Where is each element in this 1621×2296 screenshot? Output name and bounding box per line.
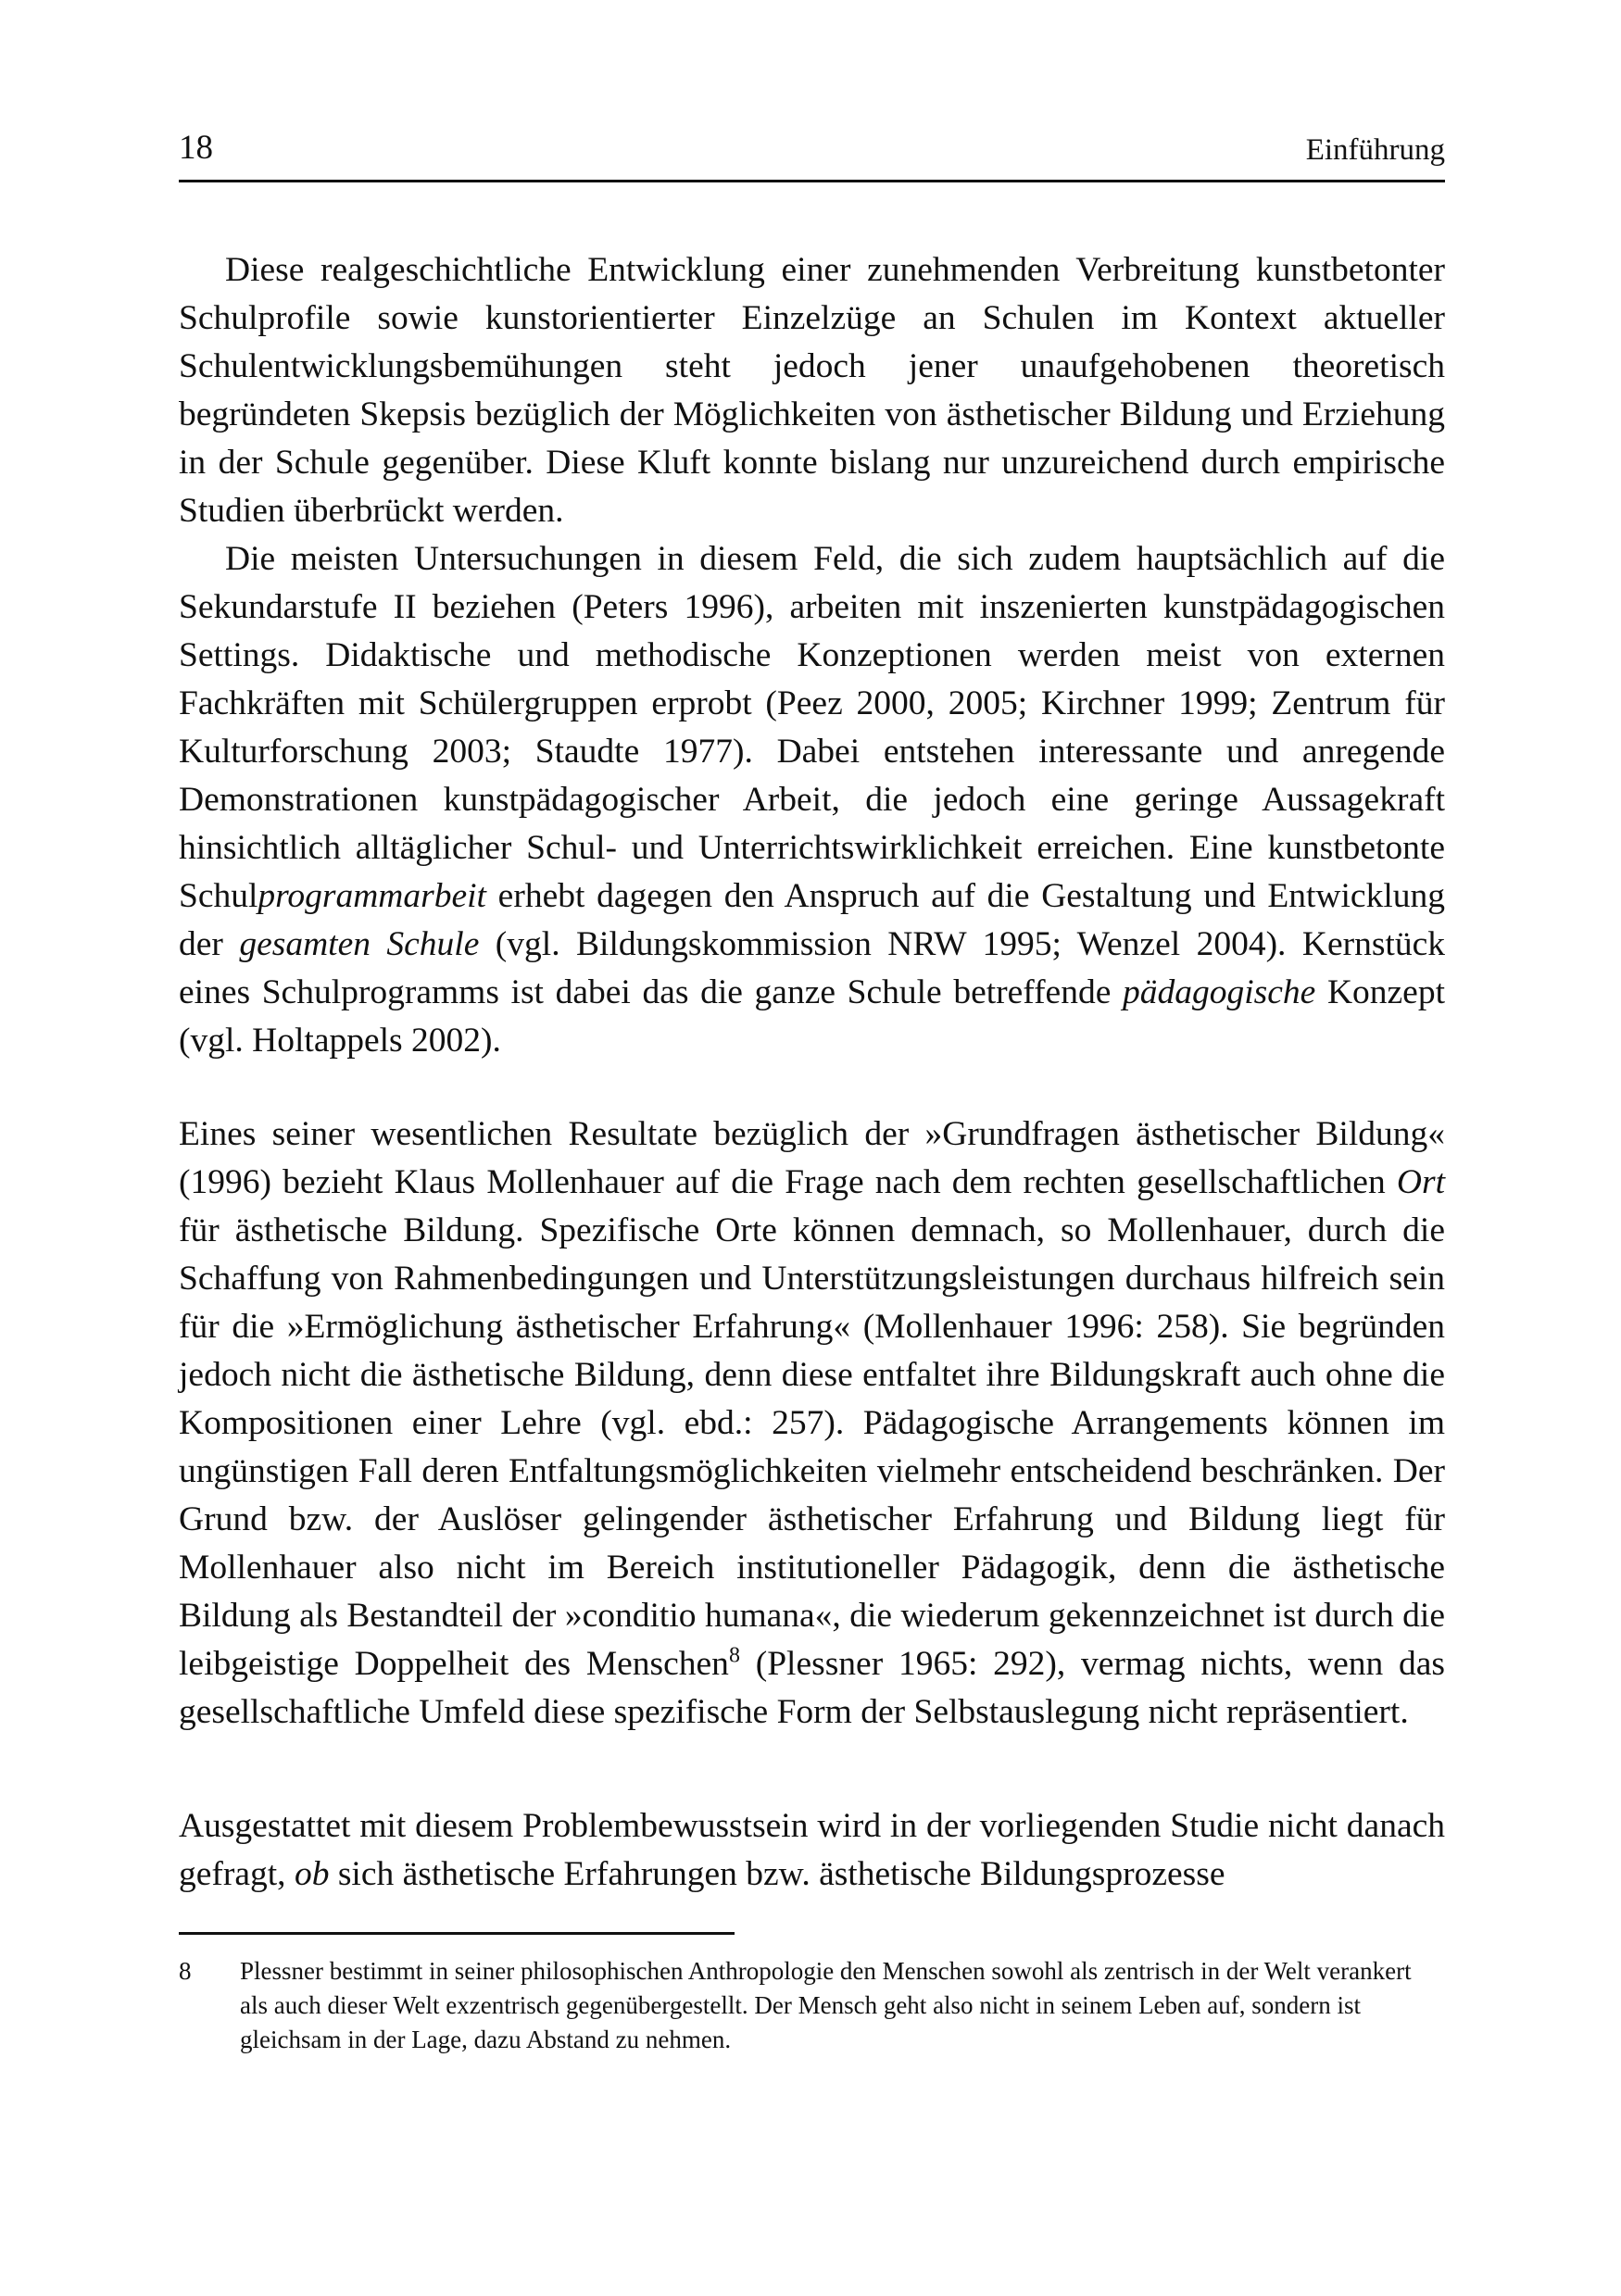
- paragraph-4-text-a: Ausgestattet mit diesem Problembewusstsein wird in der vorliegenden Studie nicht danach gefragt,: [179, 1807, 1445, 1893]
- paragraph-2-text-a: Die meisten Untersuchungen in diesem Feld, die sich zudem hauptsächlich auf die Sekundarstufe II beziehen (Peters 1996), arbeiten mit inszenierten kunstpädagogischen Settings. Didaktische und methodische Konzeptionen werden meist von externen Fachkräften mit Schülergruppen erprobt (Peez 2000, 2005; Kirchner 1999; Zentrum für Kulturforschung 2003; Staudte 1977). Dabei entstehen interessante und anregende Demonstrationen kunstpädagogischer Arbeit, die jedoch eine geringe Aussagekraft hinsichtlich alltäglicher Schul- und Unterrichtswirklichkeit erreichen. Eine kunstbetonte Schul: [179, 540, 1445, 915]
- running-head: Einführung: [1305, 133, 1445, 167]
- paragraph-2-text-d: Konzept (vgl. Holtappels 2002).: [179, 973, 1445, 1060]
- paragraph-1: [179, 246, 1445, 535]
- paragraph-3-text-a: Eines seiner wesentlichen Resultate bezüglich der »Grundfragen ästhetischer Bildung« (1996) bezieht Klaus Mollenhauer auf die Frage nach dem rechten gesellschaftlichen: [179, 1115, 1445, 1201]
- footnote-text: Plessner bestimmt in seiner philosophischen Anthropologie den Menschen sowohl als zentrisch in der Welt verankert als auch dieser Welt exzentrisch gegenübergestellt. Der Mensch geht also nicht in seinem Leben auf, sondern ist gleichsam in der Lage, dazu Abstand zu nehmen.: [240, 1957, 1412, 2053]
- paragraph-3-text-c: (Plessner 1965: 292), vermag nichts, wenn das gesellschaftliche Umfeld diese spezifische Form der Selbstauslegung nicht repräsentiert.: [179, 1645, 1445, 1731]
- page-number: 18: [179, 129, 213, 167]
- page-header: [179, 130, 1445, 182]
- paragraph-2-italic-2: gesamten Schule: [239, 925, 480, 963]
- footnote-8: [179, 1954, 1445, 2057]
- paragraph-3: [179, 1110, 1445, 1737]
- footnotes: [179, 1954, 1445, 2057]
- paragraph-2-italic-1: programmarbeit: [258, 877, 486, 915]
- paragraph-1-text: Diese realgeschichtliche Entwicklung einer zunehmenden Verbreitung kunstbetonter Schulprofile sowie kunstorientierter Einzelzüge an Schulen im Kontext aktueller Schulentwicklungsbemühungen steht jedoch jener unaufgehobenen theoretisch begründeten Skepsis bezüglich der Möglichkeiten von ästhetischer Bildung und Erziehung in der Schule gegenüber. Diese Kluft konnte bislang nur unzureichend durch empirische Studien überbrückt werden.: [179, 251, 1445, 530]
- paragraph-4-italic-1: ob: [294, 1855, 330, 1893]
- paragraph-4: [179, 1802, 1445, 1899]
- paragraph-3-italic-1: Ort: [1396, 1163, 1445, 1201]
- section-1: [179, 246, 1445, 1065]
- paragraph-2-text-b: erhebt dagegen den Anspruch auf die Gestaltung und Entwicklung der: [179, 877, 1445, 963]
- paragraph-2-text-c: (vgl. Bildungskommission NRW 1995; Wenzel 2004). Kernstück eines Schulprogramms ist dabei das die ganze Schule betreffende: [179, 925, 1445, 1011]
- paragraph-4-text-b: sich ästhetische Erfahrungen bzw. ästhetische Bildungsprozesse: [329, 1855, 1225, 1893]
- section-2: [179, 1110, 1445, 1737]
- paragraph-3-text-b: für ästhetische Bildung. Spezifische Orte können demnach, so Mollenhauer, durch die Schaffung von Rahmenbedingungen und Unterstützungsleistungen durchaus hilfreich sein für die »Ermöglichung ästhetischer Erfahrung« (Mollenhauer 1996: 258). Sie begründen jedoch nicht die ästhetische Bildung, denn diese entfaltet ihre Bildungskraft auch ohne die Kompositionen einer Lehre (vgl. ebd.: 257). Pädagogische Arrangements können im ungünstigen Fall deren Entfaltungsmöglichkeiten vielmehr entscheidend beschränken. Der Grund bzw. der Auslöser gelingender ästhetischer Erfahrung und Bildung liegt für Mollenhauer also nicht im Bereich institutioneller Pädagogik, denn die ästhetische Bildung als Bestandteil der »conditio humana«, die wiederum gekennzeichnet ist durch die leibgeistige Doppelheit des Menschen: [179, 1211, 1445, 1683]
- footnote-reference-8[interactable]: 8: [728, 1643, 740, 1668]
- paragraph-2-italic-3: pädagogische: [1123, 973, 1316, 1011]
- footnote-divider: [179, 1932, 735, 1935]
- section-3: [179, 1802, 1445, 1899]
- footnote-number: 8: [179, 1957, 192, 1985]
- paragraph-2: [179, 535, 1445, 1065]
